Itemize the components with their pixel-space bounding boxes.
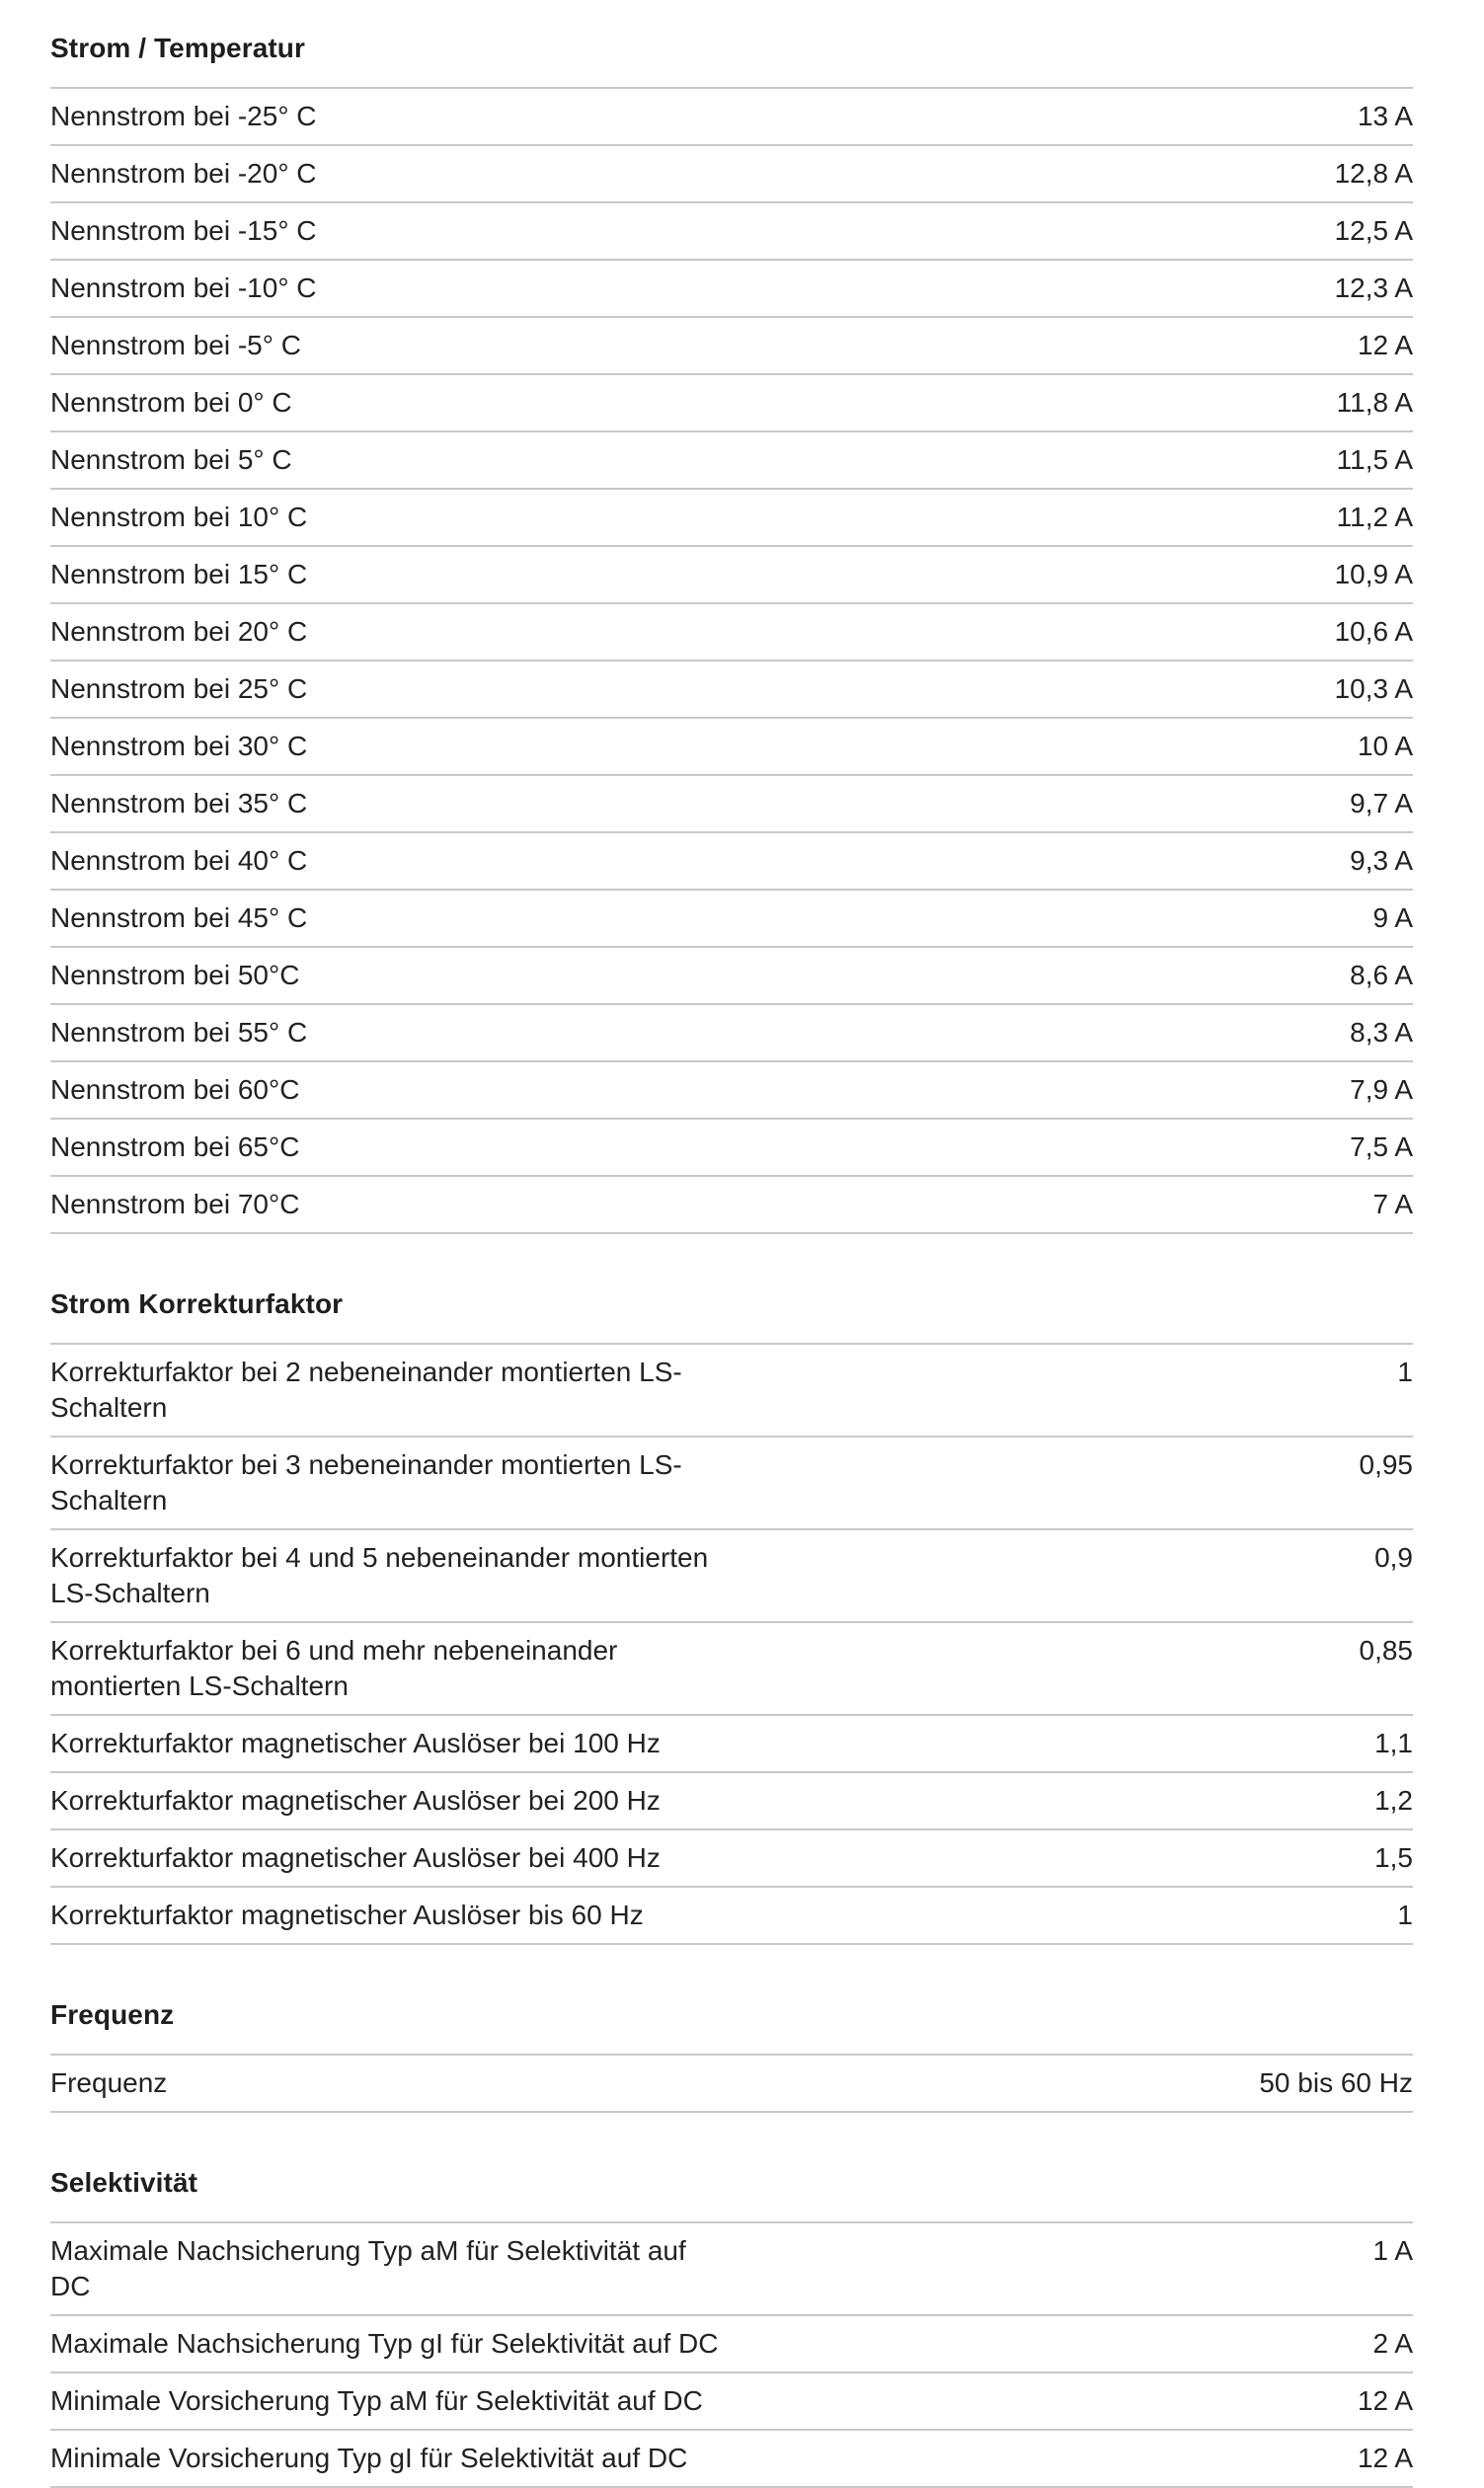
row-value: 8,3 A: [1350, 1017, 1413, 1048]
spec-table: [50, 87, 1413, 1234]
row-value: 9,3 A: [1350, 845, 1413, 876]
table-row: [50, 719, 1413, 776]
table-row: [50, 1177, 1413, 1234]
row-value: 11,8 A: [1336, 387, 1413, 418]
row-label: Nennstrom bei 25° C: [50, 673, 308, 704]
row-label: Frequenz: [50, 2067, 168, 2098]
row-label: Nennstrom bei 60°C: [50, 1074, 300, 1105]
row-value: 12 A: [1357, 330, 1413, 360]
section-title: Selektivität: [50, 2167, 198, 2198]
section-title: Strom Korrekturfaktor: [50, 1288, 344, 1319]
table-row: [50, 203, 1413, 261]
table-row: [50, 89, 1413, 146]
row-value: 9,7 A: [1350, 788, 1413, 818]
table-row: [50, 661, 1413, 719]
table-row: [50, 891, 1413, 948]
section-strom-korrekturfaktor: [50, 1282, 1413, 1945]
row-label: Nennstrom bei 15° C: [50, 559, 308, 589]
table-row: [50, 1005, 1413, 1062]
row-label: Nennstrom bei 0° C: [50, 387, 292, 418]
row-value: 1: [1397, 1357, 1413, 1387]
row-label: Korrekturfaktor bei 2 nebeneinander montierten LS-Schaltern: [50, 1357, 682, 1423]
row-label: Korrekturfaktor bei 4 und 5 nebeneinander montierten LS-Schaltern: [50, 1542, 709, 1608]
row-value: 11,2 A: [1336, 502, 1413, 532]
row-value: 0,95: [1359, 1449, 1413, 1480]
table-row: [50, 490, 1413, 547]
row-label: Minimale Vorsicherung Typ aM für Selektivität auf DC: [50, 2385, 703, 2416]
row-value: 1,1: [1374, 1728, 1413, 1758]
row-label: Nennstrom bei 30° C: [50, 731, 308, 761]
row-label: Nennstrom bei 40° C: [50, 845, 308, 876]
row-value: 2 A: [1372, 2328, 1413, 2359]
section-strom-temperatur: [50, 26, 1413, 1234]
table-row: [50, 1888, 1413, 1945]
table-row: [50, 146, 1413, 203]
table-row: [50, 2223, 1413, 2316]
row-value: 10,6 A: [1334, 616, 1413, 647]
row-value: 0,85: [1359, 1635, 1413, 1666]
row-label: Nennstrom bei 70°C: [50, 1189, 300, 1219]
row-label: Minimale Vorsicherung Typ gI für Selektivität auf DC: [50, 2443, 688, 2473]
row-label: Nennstrom bei 20° C: [50, 616, 308, 647]
section-selektivitaet: [50, 2160, 1413, 2488]
table-row: [50, 1830, 1413, 1888]
row-label: Nennstrom bei 50°C: [50, 960, 300, 990]
row-value: 12,8 A: [1334, 158, 1413, 189]
row-label: Korrekturfaktor bei 3 nebeneinander montierten LS-Schaltern: [50, 1449, 682, 1516]
row-value: 10 A: [1357, 731, 1413, 761]
row-value: 12,3 A: [1334, 272, 1413, 303]
spec-table: [50, 1343, 1413, 1945]
row-label: Nennstrom bei 35° C: [50, 788, 308, 818]
row-label: Maximale Nachsicherung Typ aM für Selektivität auf DC: [50, 2235, 686, 2301]
table-row: [50, 375, 1413, 432]
table-row: [50, 1773, 1413, 1830]
table-row: [50, 1345, 1413, 1438]
row-value: 1,5: [1374, 1842, 1413, 1873]
row-label: Nennstrom bei -25° C: [50, 101, 317, 131]
table-row: [50, 547, 1413, 604]
row-label: Nennstrom bei 45° C: [50, 902, 308, 933]
table-row: [50, 604, 1413, 661]
row-label: Nennstrom bei 10° C: [50, 502, 308, 532]
row-value: 1 A: [1372, 2235, 1413, 2266]
table-row: [50, 1716, 1413, 1773]
row-value: 12,5 A: [1334, 215, 1413, 246]
row-value: 12 A: [1357, 2443, 1413, 2473]
row-label: Nennstrom bei -20° C: [50, 158, 317, 189]
row-label: Korrekturfaktor magnetischer Auslöser bis 60 Hz: [50, 1900, 644, 1930]
table-row: [50, 432, 1413, 490]
row-label: Korrekturfaktor bei 6 und mehr nebeneinander montierten LS-Schaltern: [50, 1635, 618, 1701]
row-label: Maximale Nachsicherung Typ gI für Selektivität auf DC: [50, 2328, 719, 2359]
row-label: Nennstrom bei 55° C: [50, 1017, 308, 1048]
row-label: Nennstrom bei -15° C: [50, 215, 317, 246]
row-value: 8,6 A: [1350, 960, 1413, 990]
section-title: Strom / Temperatur: [50, 33, 305, 63]
row-value: 10,3 A: [1334, 673, 1413, 704]
table-row: [50, 2431, 1413, 2488]
table-row: [50, 1623, 1413, 1716]
table-row: [50, 948, 1413, 1005]
row-value: 11,5 A: [1336, 444, 1413, 475]
row-value: 50 bis 60 Hz: [1259, 2067, 1413, 2098]
row-value: 7 A: [1372, 1189, 1413, 1219]
row-label: Nennstrom bei -10° C: [50, 272, 317, 303]
spec-table: [50, 2221, 1413, 2488]
table-row: [50, 1530, 1413, 1623]
section-title: Frequenz: [50, 1999, 175, 2030]
row-value: 1,2: [1374, 1785, 1413, 1816]
table-row: [50, 776, 1413, 833]
row-label: Nennstrom bei 5° C: [50, 444, 292, 475]
table-row: [50, 1120, 1413, 1177]
table-row: [50, 261, 1413, 318]
row-label: Korrekturfaktor magnetischer Auslöser bei 100 Hz: [50, 1728, 661, 1758]
table-row: [50, 318, 1413, 375]
row-value: 13 A: [1357, 101, 1413, 131]
table-row: [50, 1438, 1413, 1530]
row-value: 10,9 A: [1334, 559, 1413, 589]
row-label: Nennstrom bei -5° C: [50, 330, 301, 360]
section-frequenz: [50, 1992, 1413, 2113]
spec-table: [50, 2054, 1413, 2113]
table-row: [50, 2373, 1413, 2431]
row-label: Nennstrom bei 65°C: [50, 1131, 300, 1162]
table-row: [50, 1062, 1413, 1120]
table-row: [50, 833, 1413, 891]
row-value: 12 A: [1357, 2385, 1413, 2416]
row-value: 1: [1397, 1900, 1413, 1930]
table-row: [50, 2056, 1413, 2113]
row-value: 0,9: [1374, 1542, 1413, 1573]
row-value: 9 A: [1372, 902, 1413, 933]
table-row: [50, 2316, 1413, 2373]
row-value: 7,5 A: [1350, 1131, 1413, 1162]
row-label: Korrekturfaktor magnetischer Auslöser bei 400 Hz: [50, 1842, 661, 1873]
row-label: Korrekturfaktor magnetischer Auslöser bei 200 Hz: [50, 1785, 661, 1816]
row-value: 7,9 A: [1350, 1074, 1413, 1105]
